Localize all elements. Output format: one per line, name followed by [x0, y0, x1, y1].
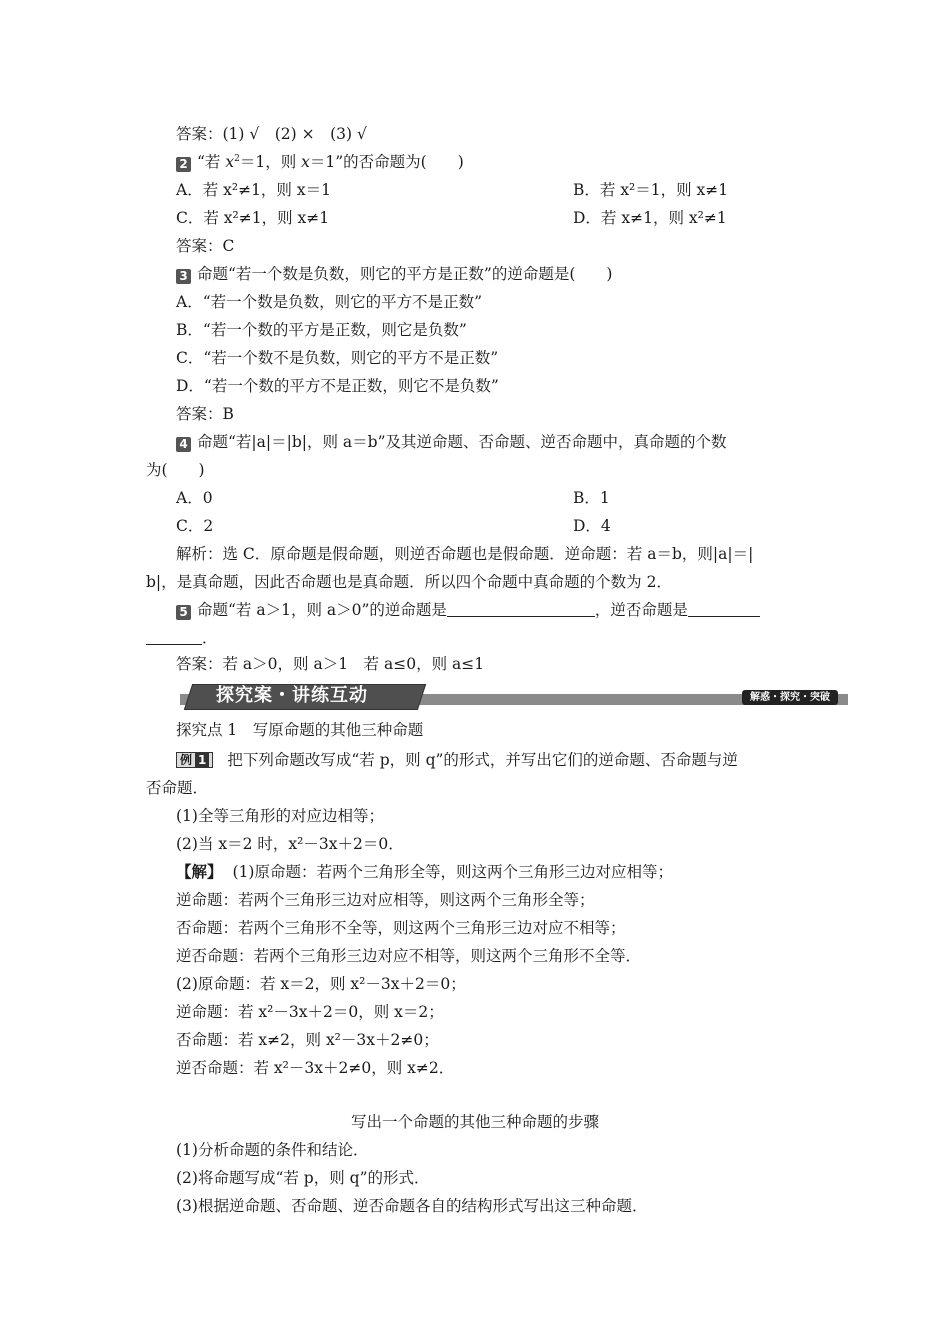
summary-step3: (3)根据逆命题、否命题、逆否命题各自的结构形式写出这三种命题． [176, 1197, 648, 1215]
solution-line8: 逆否命题：若 x²－3x＋2≠0，则 x≠2． [176, 1059, 455, 1077]
question-4 [176, 432, 727, 452]
answer-q1: 答案：(1) √ (2) × (3) √ [176, 125, 367, 143]
question-5 [176, 600, 760, 620]
example-item1: (1)全等三角形的对应边相等； [176, 807, 384, 825]
q2-answer: 答案：C [176, 237, 235, 255]
q3-answer: 答案：B [176, 405, 234, 423]
q4-stem-line1: 命题“若|a|＝|b|，则 a＝b”及其逆命题、否命题、逆否命题中，真命题的个数 [197, 433, 727, 451]
q2-var-2: x [301, 153, 310, 171]
q5-line2 [146, 628, 218, 648]
solution-line2: 逆命题：若两个三角形三边对应相等，则这两个三角形全等； [176, 891, 595, 909]
q4-analysis-line1: 解析：选 C．原命题是假命题，则逆否命题也是假命题．逆命题：若 a＝b，则|a|＝| [176, 545, 754, 563]
q2-stem-pre: “若 [197, 153, 226, 171]
q4-option-a: A．0 [176, 489, 213, 507]
solution-label: 【解】 [176, 862, 223, 881]
banner-title: 探究案・讲练互动 [216, 685, 368, 706]
q4-analysis-line2: b|，是真命题，因此否命题也是真命题．所以四个命题中真命题的个数为 2． [146, 573, 672, 591]
section-banner [180, 684, 848, 708]
q2-option-c: C．若 x²≠1，则 x≠1 [176, 209, 330, 227]
q4-stem-line2: 为( ) [146, 461, 205, 479]
question-3 [176, 264, 612, 284]
q2-stem-post: ＝1”的否命题为( ) [309, 153, 464, 171]
banner-tag: 解惑・探究・突破 [742, 690, 838, 705]
question-number-badge: 4 [176, 437, 191, 452]
q3-stem: 命题“若一个数是负数，则它的平方是正数”的逆命题是( ) [197, 265, 613, 283]
q3-option-b: B．“若一个数的平方是正数，则它是负数” [176, 321, 467, 339]
q5-blank-2-start[interactable] [688, 602, 760, 617]
question-number-badge: 3 [176, 269, 191, 284]
solution-line1 [176, 862, 673, 882]
q4-option-d: D．4 [573, 517, 611, 535]
q5-stem-pre: 命题“若 a＞1，则 a＞0”的逆命题是 [197, 601, 447, 619]
solution-text: (1)原命题：若两个三角形全等，则这两个三角形三边对应相等； [232, 863, 673, 881]
example-line1: 把下列命题改写成“若 p，则 q”的形式，并写出它们的逆命题、否命题与逆 [227, 751, 738, 769]
q3-option-c: C．“若一个数不是负数，则它的平方不是正数” [176, 349, 499, 367]
solution-line4: 逆否命题：若两个三角形三边对应不相等，则这两个三角形不全等． [176, 947, 642, 965]
example-badge [176, 752, 213, 768]
q4-option-c: C．2 [176, 517, 214, 535]
summary-step1: (1)分析命题的条件和结论． [176, 1141, 369, 1159]
solution-line7: 否命题：若 x≠2，则 x²－3x＋2≠0； [176, 1031, 439, 1049]
example-item2: (2)当 x＝2 时，x²－3x＋2＝0． [176, 835, 404, 853]
q3-option-a: A．“若一个数是负数，则它的平方不是正数” [176, 293, 483, 311]
section-title: 探究点 1 写原命题的其他三种命题 [176, 721, 424, 739]
question-number-badge: 2 [176, 157, 191, 172]
q2-option-a: A．若 x²≠1，则 x＝1 [176, 181, 331, 199]
q5-stem-end: ． [202, 629, 218, 647]
solution-line5: (2)原命题：若 x＝2，则 x²－3x＋2＝0； [176, 975, 466, 993]
summary-step2: (2)将命题写成“若 p，则 q”的形式． [176, 1169, 430, 1187]
q2-var: x [225, 153, 235, 171]
question-number-badge: 5 [176, 605, 191, 620]
q2-stem-mid: ＝1，则 [239, 153, 302, 171]
q3-option-d: D．“若一个数的平方不是正数，则它不是负数” [176, 377, 499, 395]
q5-blank-2-end[interactable] [146, 630, 202, 645]
q4-option-b: B．1 [573, 489, 610, 507]
example-1 [176, 750, 738, 770]
q2-option-d: D．若 x≠1，则 x²≠1 [573, 209, 727, 227]
solution-line6: 逆命题：若 x²－3x＋2＝0，则 x＝2； [176, 1003, 444, 1021]
example-label: 例 [180, 753, 193, 767]
q5-stem-mid: ，逆否命题是 [594, 601, 688, 619]
example-line2: 否命题． [146, 779, 209, 797]
summary-title: 写出一个命题的其他三种命题的步骤 [350, 1113, 599, 1131]
solution-line3: 否命题：若两个三角形不全等，则这两个三角形三边对应不相等； [176, 919, 626, 937]
question-2: 2 “若 $x^2=1$，则 x＝1”的否命题为( ) [176, 152, 464, 172]
q2-option-b: B．若 x²＝1，则 x≠1 [573, 181, 729, 199]
q5-blank-1[interactable] [447, 602, 595, 617]
example-number: 1 [195, 753, 209, 767]
q5-answer: 答案：若 a＞0，则 a＞1 若 a≤0，则 a≤1 [176, 655, 485, 673]
